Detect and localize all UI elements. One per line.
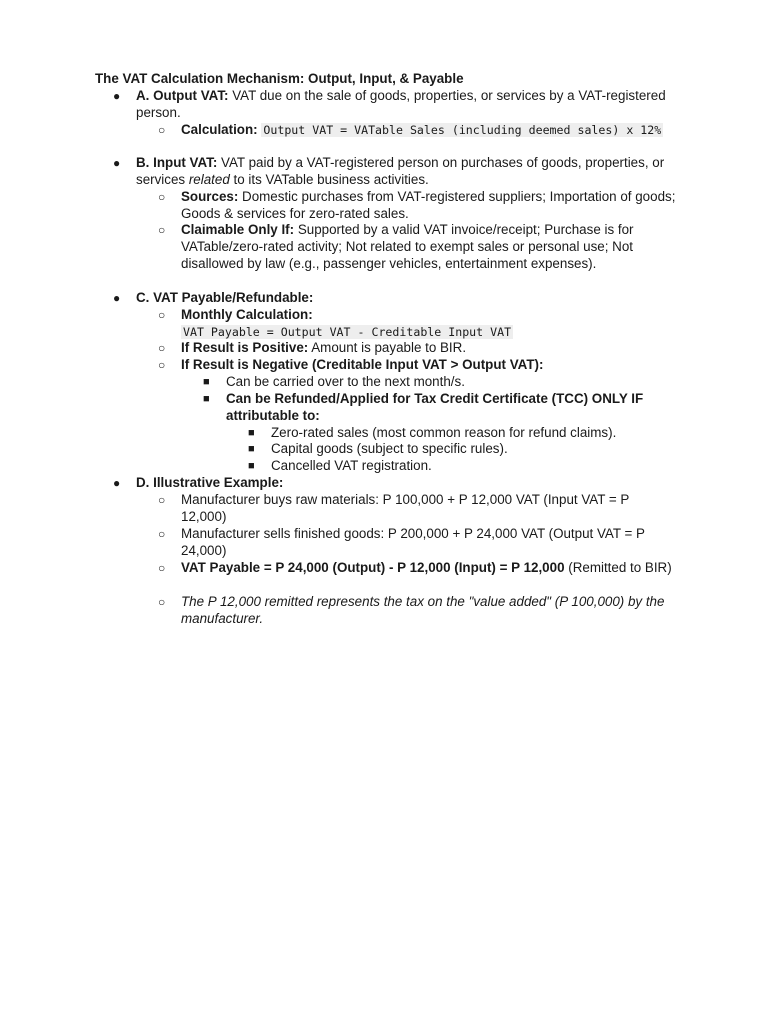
section-d-label: D. Illustrative Example: xyxy=(136,475,284,490)
section-b-text-after: to its VATable business activities. xyxy=(229,171,429,187)
circle-bullet-icon: ○ xyxy=(158,493,166,507)
section-a-text: VAT due on the sale of goods, properties, or services by a VAT-registered person. xyxy=(136,88,666,120)
section-b-sources xyxy=(181,189,676,223)
vat-payable-formula: VAT Payable = Output VAT - Creditable Input VAT xyxy=(183,324,512,339)
document-title: The VAT Calculation Mechanism: Output, Input, & Payable xyxy=(95,71,464,86)
section-c-positive xyxy=(181,340,676,357)
circle-bullet-icon: ○ xyxy=(158,308,166,322)
disc-bullet-icon: ● xyxy=(113,476,121,490)
square-bullet-icon: ■ xyxy=(248,460,255,472)
circle-bullet-icon: ○ xyxy=(158,561,166,575)
claimable-label: Claimable Only If: xyxy=(181,222,295,237)
section-a-output-vat xyxy=(136,88,676,122)
square-bullet-icon: ■ xyxy=(248,443,255,455)
section-a-calculation xyxy=(181,122,676,139)
example-buys: Manufacturer buys raw materials: P 100,000 + P 12,000 VAT (Input VAT = P 12,000) xyxy=(181,492,630,524)
section-b-text-before: VAT paid by a VAT-registered person on purchases of goods, properties, or services xyxy=(136,155,665,187)
section-b-input-vat xyxy=(136,155,676,189)
refund-item-capital-goods: Capital goods (subject to specific rules). xyxy=(271,441,508,456)
example-value-added-note: The P 12,000 remitted represents the tax on the "value added" (P 100,000) by the manufacturer. xyxy=(181,594,665,626)
carry-over-text: Can be carried over to the next month/s. xyxy=(226,374,465,389)
section-b-claimable xyxy=(181,222,676,272)
vat-payable-rest: (Remitted to BIR) xyxy=(564,560,672,575)
refund-item-zero-rated: Zero-rated sales (most common reason for refund claims). xyxy=(271,425,617,440)
square-bullet-icon: ■ xyxy=(203,376,210,388)
circle-bullet-icon: ○ xyxy=(158,223,166,237)
circle-bullet-icon: ○ xyxy=(158,190,166,204)
circle-bullet-icon: ○ xyxy=(158,595,166,609)
section-b-label: B. Input VAT: xyxy=(136,155,218,170)
circle-bullet-icon: ○ xyxy=(158,527,166,541)
claimable-text: Supported by a valid VAT invoice/receipt; Purchase is for VATable/zero-rated activity; Not related to exempt sales or personal use; Not disallowed by law (e.g., passenger vehicles, entertainment expenses). xyxy=(181,222,634,271)
monthly-label: Monthly Calculation: xyxy=(181,307,313,322)
positive-text: Amount is payable to BIR. xyxy=(308,340,467,355)
disc-bullet-icon: ● xyxy=(113,156,121,170)
circle-bullet-icon: ○ xyxy=(158,123,166,137)
example-sells: Manufacturer sells finished goods: P 200,000 + P 24,000 VAT (Output VAT = P 24,000) xyxy=(181,526,645,558)
calculation-label: Calculation: xyxy=(181,122,258,137)
circle-bullet-icon: ○ xyxy=(158,341,166,355)
example-vat-payable xyxy=(181,560,676,577)
positive-label: If Result is Positive: xyxy=(181,340,309,355)
disc-bullet-icon: ● xyxy=(113,291,121,305)
sources-label: Sources: xyxy=(181,189,239,204)
refund-item-cancelled: Cancelled VAT registration. xyxy=(271,458,432,473)
section-c-heading: C. VAT Payable/Refundable: xyxy=(136,290,314,305)
section-c-negative xyxy=(181,357,676,374)
section-a-label: A. Output VAT: xyxy=(136,88,229,103)
square-bullet-icon: ■ xyxy=(248,427,255,439)
section-b-text-italic: related xyxy=(188,171,230,187)
output-vat-formula: Output VAT = VATable Sales (including deemed sales) x 12% xyxy=(263,123,662,137)
square-bullet-icon: ■ xyxy=(203,393,210,405)
circle-bullet-icon: ○ xyxy=(158,358,166,372)
disc-bullet-icon: ● xyxy=(113,89,121,103)
vat-payable-bold: VAT Payable = P 24,000 (Output) - P 12,000 (Input) = P 12,000 xyxy=(181,560,565,575)
section-c-monthly xyxy=(181,307,676,341)
refund-label: Can be Refunded/Applied for Tax Credit Certificate (TCC) ONLY IF attributable to: xyxy=(226,391,644,423)
negative-label: If Result is Negative (Creditable Input VAT > Output VAT): xyxy=(181,357,544,372)
sources-text: Domestic purchases from VAT-registered suppliers; Importation of goods; Goods & services for zero-rated sales. xyxy=(181,189,676,221)
